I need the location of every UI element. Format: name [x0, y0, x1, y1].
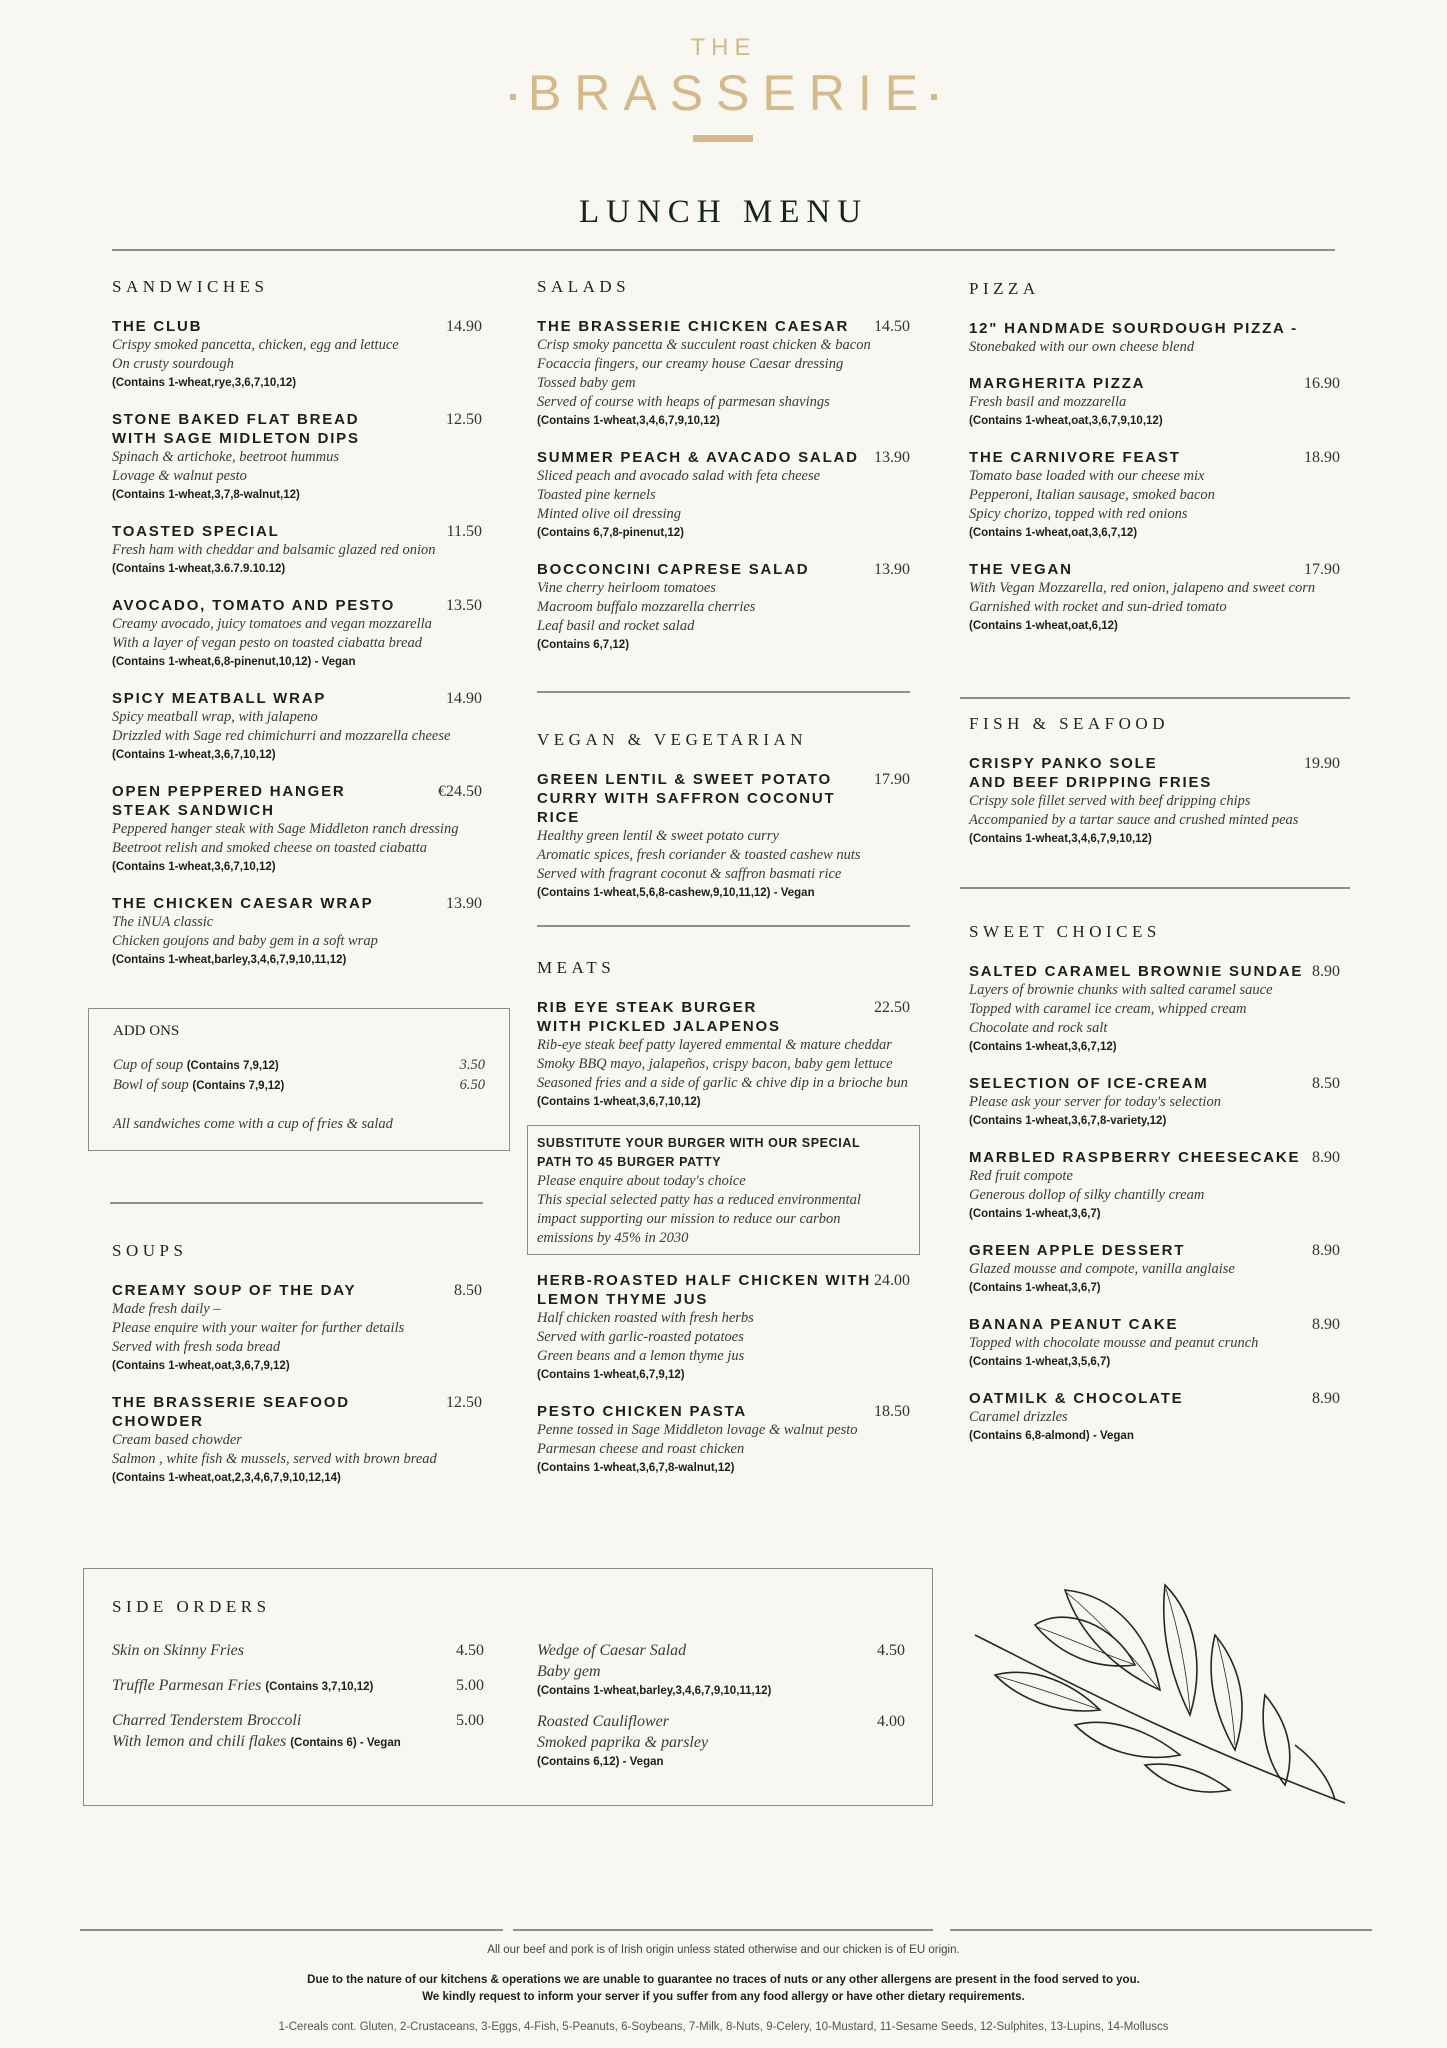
menu-item	[537, 1271, 910, 1385]
item-allergens: (Contains 1-wheat,3,7,8-walnut,12)	[112, 489, 300, 501]
item-name: AVOCADO, TOMATO AND PESTO	[112, 597, 396, 614]
item-description: Fresh basil and mozzarella	[969, 394, 1127, 410]
menu-item	[112, 410, 482, 505]
divider-right-1	[960, 697, 1350, 699]
pizza-intro-description: Stonebaked with our own cheese blend	[969, 339, 1195, 355]
item-header	[112, 1393, 482, 1431]
addon-price: 3.50	[459, 1057, 485, 1073]
menu-item	[969, 1074, 1340, 1131]
item-price: 8.90	[1312, 1242, 1340, 1259]
item-description: Spicy meatball wrap, with jalapeno	[112, 709, 318, 725]
item-description: Please enquire with your waiter for further details	[112, 1320, 405, 1336]
item-description: Served with garlic-roasted potatoes	[537, 1329, 744, 1345]
side-order-line	[112, 1675, 484, 1697]
side-order-allergens: (Contains 3,7,10,12)	[265, 1681, 374, 1693]
addon-name: Bowl of soup	[113, 1077, 189, 1093]
side-order-name: Truffle Parmesan Fries	[112, 1677, 262, 1694]
item-header	[969, 1074, 1340, 1093]
item-description: The iNUA classic	[112, 914, 214, 930]
item-name: BANANA PEANUT CAKE	[969, 1316, 1179, 1333]
section-heading: VEGAN & VEGETARIAN	[537, 730, 808, 749]
item-name: OATMILK & CHOCOLATE	[969, 1390, 1184, 1407]
side-order-price: 4.00	[877, 1713, 905, 1730]
item-header	[537, 998, 910, 1036]
item-description: Please ask your server for today's selection	[969, 1094, 1221, 1110]
item-description: On crusty sourdough	[112, 356, 234, 372]
item-name: CREAMY SOUP OF THE DAY	[112, 1282, 357, 1299]
side-order-name-wrap	[112, 1640, 244, 1661]
menu-item	[112, 522, 482, 579]
side-orders-heading: SIDE ORDERS	[112, 1597, 271, 1616]
item-allergens: (Contains 1-wheat,3,6,7,10,12)	[112, 861, 276, 873]
item-description: Chicken goujons and baby gem in a soft wrap	[112, 933, 378, 949]
side-order-name: Charred Tenderstem Broccoli	[112, 1712, 302, 1729]
logo-underline	[693, 135, 753, 142]
item-header	[112, 410, 482, 448]
item-price: 16.90	[1304, 375, 1340, 392]
item-description: Healthy green lentil & sweet potato curry	[537, 828, 779, 844]
section-heading: SALADS	[537, 277, 631, 296]
section-heading: PIZZA	[969, 279, 1040, 298]
item-price: 12.50	[446, 1394, 482, 1411]
item-description: Half chicken roasted with fresh herbs	[537, 1310, 754, 1326]
item-price: 11.50	[446, 523, 482, 540]
side-order-item	[112, 1710, 484, 1753]
item-description: Toasted pine kernels	[537, 487, 656, 503]
special-description: Please enquire about today's choice	[537, 1173, 746, 1189]
item-header	[112, 317, 482, 336]
section-heading: SWEET CHOICES	[969, 922, 1161, 941]
item-price: 24.00	[874, 1272, 910, 1289]
menu-item	[969, 962, 1340, 1057]
item-description: Spicy chorizo, topped with red onions	[969, 506, 1188, 522]
item-name: THE BRASSERIE CHICKEN CAESAR	[537, 318, 850, 335]
menu-item	[112, 782, 482, 877]
logo-dot-left	[510, 94, 516, 100]
side-order-extra-wrap	[537, 1732, 905, 1753]
section-pizza	[969, 279, 1340, 653]
item-description: Salmon , white fish & mussels, served with brown bread	[112, 1451, 437, 1467]
section-salads	[537, 277, 910, 672]
menu-item	[537, 998, 910, 1112]
item-description: Focaccia fingers, our creamy house Caesar dressing	[537, 356, 844, 372]
addon-allergens: (Contains 7,9,12)	[192, 1080, 285, 1092]
item-description: Crisp smoky pancetta & succulent roast chicken & bacon	[537, 337, 871, 353]
olive-branch-illustration	[965, 1575, 1355, 1815]
item-header	[969, 962, 1340, 981]
item-description: Green beans and a lemon thyme jus	[537, 1348, 745, 1364]
menu-item	[537, 770, 910, 903]
item-price: 8.90	[1312, 963, 1340, 980]
item-price: 8.90	[1312, 1316, 1340, 1333]
item-description: Fresh ham with cheddar and balsamic glazed red onion	[112, 542, 436, 558]
item-header	[112, 596, 482, 615]
item-description: Sliced peach and avocado salad with feta cheese	[537, 468, 821, 484]
item-allergens: (Contains 1-wheat,6,8-pinenut,10,12) - Vegan	[112, 656, 356, 668]
item-allergens: (Contains 1-wheat,6,7,9,12)	[537, 1369, 685, 1381]
item-description: Beetroot relish and smoked cheese on toasted ciabatta	[112, 840, 428, 856]
allergy-warning-2: We kindly request to inform your server if you suffer from any food allergy or have other dietary requirements.	[422, 1991, 1025, 2003]
item-header	[112, 782, 482, 820]
side-order-name-wrap	[537, 1640, 686, 1661]
special-patty-box	[527, 1125, 920, 1255]
item-header	[537, 1402, 910, 1421]
item-header	[537, 560, 910, 579]
section-heading: SANDWICHES	[112, 277, 269, 296]
section-fish	[969, 714, 1340, 866]
menu-item	[112, 894, 482, 970]
special-title: SUBSTITUTE YOUR BURGER WITH OUR SPECIAL PATH TO 45 BURGER PATTY	[537, 1136, 861, 1169]
menu-item	[112, 317, 482, 393]
item-price: 18.90	[1304, 449, 1340, 466]
divider-left	[110, 1202, 483, 1204]
item-description: Made fresh daily –	[112, 1301, 221, 1317]
item-price: 17.90	[874, 771, 910, 788]
menu-item	[537, 317, 910, 431]
item-allergens: (Contains 1-wheat,oat,3,6,7,9,10,12)	[969, 415, 1163, 427]
item-allergens: (Contains 1-wheat,oat,3,6,7,12)	[969, 527, 1138, 539]
menu-item	[969, 1315, 1340, 1372]
side-order-extra: Smoked paprika & parsley	[537, 1734, 709, 1751]
item-description: Seasoned fries and a side of garlic & chive dip in a brioche bun	[537, 1075, 908, 1091]
item-header	[537, 448, 910, 467]
divider-right-2	[960, 887, 1350, 889]
side-order-allergens: (Contains 6,12) - Vegan	[537, 1756, 664, 1768]
menu-item	[969, 1148, 1340, 1224]
side-order-extra-wrap	[112, 1731, 484, 1753]
item-price: 14.90	[446, 318, 482, 335]
item-name: PESTO CHICKEN PASTA	[537, 1403, 748, 1420]
item-description: Leaf basil and rocket salad	[537, 618, 695, 634]
section-sandwiches	[112, 277, 482, 987]
item-header	[537, 770, 910, 827]
item-name: GREEN LENTIL & SWEET POTATO CURRY WITH SAFFRON COCONUT RICE	[537, 771, 836, 826]
side-order-name-wrap	[112, 1675, 373, 1697]
item-allergens: (Contains 1-wheat,3,6,7)	[969, 1208, 1101, 1220]
section-heading: SOUPS	[112, 1241, 188, 1260]
addons-note: All sandwiches come with a cup of fries & salad	[113, 1116, 393, 1132]
side-order-price: 5.00	[456, 1712, 484, 1729]
side-order-price: 5.00	[456, 1677, 484, 1694]
item-allergens: (Contains 1-wheat,3,6,7,12)	[969, 1041, 1117, 1053]
side-order-name: Skin on Skinny Fries	[112, 1642, 244, 1659]
item-allergens: (Contains 6,8-almond) - Vegan	[969, 1430, 1134, 1442]
side-order-name: Wedge of Caesar Salad	[537, 1642, 687, 1659]
item-price: 8.90	[1312, 1149, 1340, 1166]
item-name: TOASTED SPECIAL	[112, 523, 280, 540]
side-order-allergens: (Contains 6) - Vegan	[290, 1737, 401, 1749]
addons-box	[88, 1008, 510, 1151]
item-name: MARGHERITA PIZZA	[969, 375, 1146, 392]
item-price: 17.90	[1304, 561, 1340, 578]
item-header	[969, 1315, 1340, 1334]
side-order-line	[537, 1640, 905, 1661]
item-price: 18.50	[874, 1403, 910, 1420]
item-allergens: (Contains 1-wheat,3,6,7,10,12)	[537, 1096, 701, 1108]
item-name: SALTED CARAMEL BROWNIE SUNDAE	[969, 963, 1304, 980]
item-description: Served with fragrant coconut & saffron basmati rice	[537, 866, 842, 882]
menu-item	[112, 689, 482, 765]
item-allergens: (Contains 1-wheat,3,6,7,8-variety,12)	[969, 1115, 1167, 1127]
item-description: Lovage & walnut pesto	[112, 468, 247, 484]
menu-item	[969, 448, 1340, 543]
section-soups	[112, 1241, 482, 1505]
item-header	[969, 374, 1340, 393]
menu-item	[969, 374, 1340, 431]
item-allergens: (Contains 1-wheat,oat,6,12)	[969, 620, 1118, 632]
section-heading: MEATS	[537, 958, 616, 977]
item-allergens: (Contains 6,7,8-pinenut,12)	[537, 527, 684, 539]
item-price: 13.90	[874, 561, 910, 578]
addons-heading: ADD ONS	[113, 1023, 180, 1039]
item-price: 8.50	[1312, 1075, 1340, 1092]
item-price: 8.90	[1312, 1390, 1340, 1407]
item-price: 13.90	[874, 449, 910, 466]
item-name: RIB EYE STEAK BURGER WITH PICKLED JALAPENOS	[537, 999, 781, 1035]
item-price: 14.90	[446, 690, 482, 707]
item-description: Tomato base loaded with our cheese mix	[969, 468, 1205, 484]
side-order-line	[112, 1710, 484, 1731]
top-divider	[112, 249, 1335, 251]
item-name: THE CARNIVORE FEAST	[969, 449, 1181, 466]
special-description: impact supporting our mission to reduce our carbon	[537, 1211, 841, 1227]
item-allergens: (Contains 1-wheat,3,6,7,10,12)	[112, 749, 276, 761]
item-allergens: (Contains 1-wheat,3,6,7)	[969, 1282, 1101, 1294]
allergy-warning-1: Due to the nature of our kitchens & operations we are unable to guarantee no traces of nuts or any other allergens are present in the food served to you.	[307, 1974, 1140, 1986]
item-allergens: (Contains 1-wheat,3,6,7,8-walnut,12)	[537, 1462, 735, 1474]
item-description: Accompanied by a tartar sauce and crushed minted peas	[969, 812, 1299, 828]
addon-bowl-of-soup	[113, 1076, 485, 1096]
item-name: THE CHICKEN CAESAR WRAP	[112, 895, 374, 912]
item-description: With Vegan Mozzarella, red onion, jalapeno and sweet corn	[969, 580, 1316, 596]
side-order-line	[537, 1711, 905, 1732]
item-description: Parmesan cheese and roast chicken	[537, 1441, 745, 1457]
item-allergens: (Contains 1-wheat,5,6,8-cashew,9,10,11,12) - Vegan	[537, 887, 815, 899]
menu-item	[112, 1393, 482, 1488]
item-allergens: (Contains 1-wheat,3,5,6,7)	[969, 1356, 1111, 1368]
item-name: OPEN PEPPERED HANGER STEAK SANDWICH	[112, 783, 346, 819]
item-price: 12.50	[446, 411, 482, 428]
side-order-item	[537, 1711, 905, 1772]
item-name: THE BRASSERIE SEAFOOD CHOWDER	[112, 1394, 350, 1430]
footer-divider-2	[513, 1929, 933, 1931]
item-allergens: (Contains 1-wheat,3,4,6,7,9,10,12)	[969, 833, 1152, 845]
item-description: Topped with chocolate mousse and peanut crunch	[969, 1335, 1259, 1351]
logo-the: THE	[690, 34, 757, 61]
item-price: 22.50	[874, 999, 910, 1016]
item-name: SPICY MEATBALL WRAP	[112, 690, 327, 707]
item-description: Crispy smoked pancetta, chicken, egg and lettuce	[112, 337, 399, 353]
item-header	[537, 317, 910, 336]
item-description: Tossed baby gem	[537, 375, 636, 391]
item-description: Macroom buffalo mozzarella cherries	[537, 599, 756, 615]
item-allergens: (Contains 1-wheat,3,4,6,7,9,10,12)	[537, 415, 720, 427]
item-header	[969, 560, 1340, 579]
item-header	[112, 522, 482, 541]
item-description: With a layer of vegan pesto on toasted ciabatta bread	[112, 635, 422, 651]
menu-item	[969, 560, 1340, 636]
item-header	[112, 894, 482, 913]
item-description: Creamy avocado, juicy tomatoes and vegan mozzarella	[112, 616, 432, 632]
side-order-extra: With lemon and chili flakes	[112, 1733, 287, 1750]
side-order-name-wrap	[537, 1711, 669, 1732]
item-description: Cream based chowder	[112, 1432, 242, 1448]
menu-item	[112, 1281, 482, 1376]
item-name: STONE BAKED FLAT BREAD WITH SAGE MIDLETON DIPS	[112, 411, 360, 447]
side-order-name: Roasted Cauliflower	[537, 1713, 669, 1730]
menu-item	[537, 448, 910, 543]
addon-name: Cup of soup	[113, 1057, 184, 1073]
item-description: Drizzled with Sage red chimichurri and mozzarella cheese	[112, 728, 451, 744]
menu-item	[969, 1389, 1340, 1446]
item-name: SELECTION OF ICE-CREAM	[969, 1075, 1209, 1092]
item-allergens: (Contains 1-wheat,barley,3,4,6,7,9,10,11,12)	[112, 954, 347, 966]
side-order-extra-wrap	[537, 1661, 905, 1682]
item-description: Served of course with heaps of parmesan shavings	[537, 394, 830, 410]
logo-brasserie: BRASSERIE	[527, 65, 932, 121]
side-order-name-wrap	[112, 1710, 301, 1731]
item-description: Minted olive oil dressing	[537, 506, 682, 522]
item-description: Served with fresh soda bread	[112, 1339, 281, 1355]
item-price: 19.90	[1304, 755, 1340, 772]
item-header	[112, 1281, 482, 1300]
menu-item	[112, 596, 482, 672]
side-order-price: 4.50	[456, 1642, 484, 1659]
item-price: 13.90	[446, 895, 482, 912]
item-description: Topped with caramel ice cream, whipped cream	[969, 1001, 1247, 1017]
pizza-intro-title: 12" HANDMADE SOURDOUGH PIZZA -	[969, 320, 1298, 337]
menu-item	[537, 1402, 910, 1478]
logo	[0, 64, 1447, 122]
side-order-price: 4.50	[877, 1642, 905, 1659]
logo-dot-right	[931, 94, 937, 100]
section-meats	[537, 958, 910, 1495]
item-description: Red fruit compote	[969, 1168, 1073, 1184]
item-header	[537, 1271, 910, 1309]
item-description: Chocolate and rock salt	[969, 1020, 1108, 1036]
item-allergens: (Contains 1-wheat,rye,3,6,7,10,12)	[112, 377, 297, 389]
side-order-extra: Baby gem	[537, 1663, 601, 1680]
item-name: GREEN APPLE DESSERT	[969, 1242, 1186, 1259]
item-description: Garnished with rocket and sun-dried tomato	[969, 599, 1227, 615]
menu-item	[969, 1241, 1340, 1298]
item-price: €24.50	[438, 783, 482, 800]
item-description: Crispy sole fillet served with beef dripping chips	[969, 793, 1251, 809]
item-allergens: (Contains 1-wheat,3.6.7.9.10.12)	[112, 563, 286, 575]
item-name: BOCCONCINI CAPRESE SALAD	[537, 561, 810, 578]
item-header	[969, 448, 1340, 467]
divider-middle-2	[537, 925, 910, 927]
item-description: Caramel drizzles	[969, 1409, 1068, 1425]
section-heading: FISH & SEAFOOD	[969, 714, 1169, 733]
item-description: Smoky BBQ mayo, jalapeños, crispy bacon, baby gem lettuce	[537, 1056, 893, 1072]
addon-allergens: (Contains 7,9,12)	[186, 1060, 279, 1072]
footer-divider-1	[80, 1929, 503, 1931]
item-price: 14.50	[874, 318, 910, 335]
side-order-line	[112, 1640, 484, 1661]
item-header	[969, 754, 1340, 792]
item-description: Layers of brownie chunks with salted caramel sauce	[969, 982, 1273, 998]
item-description: Peppered hanger steak with Sage Middleton ranch dressing	[112, 821, 459, 837]
item-allergens: (Contains 6,7,12)	[537, 639, 630, 651]
item-name: CRISPY PANKO SOLE AND BEEF DRIPPING FRIES	[969, 755, 1213, 791]
item-description: Pepperoni, Italian sausage, smoked bacon	[969, 487, 1215, 503]
section-vegan	[537, 730, 910, 920]
section-sweet	[969, 922, 1340, 1463]
item-allergens: (Contains 1-wheat,oat,3,6,7,9,12)	[112, 1360, 290, 1372]
item-name: SUMMER PEACH & AVACADO SALAD	[537, 449, 859, 466]
menu-item	[537, 560, 910, 655]
item-description: Generous dollop of silky chantilly cream	[969, 1187, 1205, 1203]
side-order-allergens: (Contains 1-wheat,barley,3,4,6,7,9,10,11,12)	[537, 1685, 772, 1697]
item-description: Rib-eye steak beef patty layered emmental & mature cheddar	[537, 1037, 892, 1053]
special-description: This special selected patty has a reduced environmental	[537, 1192, 861, 1208]
item-description: Vine cherry heirloom tomatoes	[537, 580, 716, 596]
item-name: MARBLED RASPBERRY CHEESECAKE	[969, 1149, 1301, 1166]
addon-price: 6.50	[459, 1077, 485, 1093]
side-order-item	[112, 1675, 484, 1697]
item-description: Penne tossed in Sage Middleton lovage & walnut pesto	[537, 1422, 858, 1438]
origin-note: All our beef and pork is of Irish origin unless stated otherwise and our chicken is of EU origin.	[487, 1944, 960, 1956]
special-description: emissions by 45% in 2030	[537, 1230, 689, 1246]
footer-divider-3	[950, 1929, 1372, 1931]
item-price: 8.50	[454, 1282, 482, 1299]
item-name: HERB-ROASTED HALF CHICKEN WITH LEMON THYME JUS	[537, 1272, 871, 1308]
item-header	[112, 689, 482, 708]
menu-item	[969, 754, 1340, 849]
item-description: Glazed mousse and compote, vanilla anglaise	[969, 1261, 1235, 1277]
page-title: LUNCH MENU	[578, 194, 869, 230]
divider-middle-1	[537, 691, 910, 693]
allergen-key: 1-Cereals cont. Gluten, 2-Crustaceans, 3-Eggs, 4-Fish, 5-Peanuts, 6-Soybeans, 7-Milk, 8-Nuts, 9-Celery, 10-Mustard, 11-Sesame Seeds, 12-Sulphites, 13-Lupins, 14-Molluscs	[278, 2021, 1169, 2033]
addon-cup-of-soup	[113, 1056, 485, 1076]
item-name: THE VEGAN	[969, 561, 1073, 578]
item-header	[969, 1389, 1340, 1408]
side-order-item	[112, 1640, 484, 1661]
pizza-intro	[969, 319, 1340, 357]
item-header	[969, 1241, 1340, 1260]
item-allergens: (Contains 1-wheat,oat,2,3,4,6,7,9,10,12,14)	[112, 1472, 341, 1484]
item-price: 13.50	[446, 597, 482, 614]
item-description: Aromatic spices, fresh coriander & toasted cashew nuts	[537, 847, 861, 863]
item-name: THE CLUB	[112, 318, 203, 335]
item-header	[969, 1148, 1340, 1167]
item-description: Spinach & artichoke, beetroot hummus	[112, 449, 339, 465]
side-order-item	[537, 1640, 905, 1701]
